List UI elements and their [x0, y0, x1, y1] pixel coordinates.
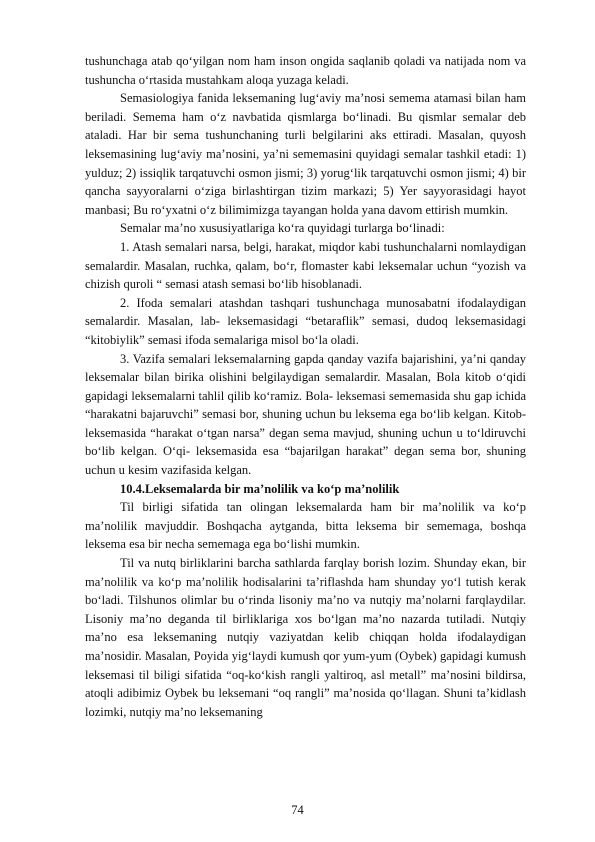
paragraph-7: Til birligi sifatida tan olingan leksemalarda ham bir ma’nolilik va ko‘p ma’nolilik mavjuddir. Boshqacha aytganda, bitta leksema bir sememaga, boshqa leksema esa bir necha sememaga ega bo‘lishi mumkin.	[85, 500, 526, 552]
paragraph-8: Til va nutq birliklarini barcha sathlarda farqlay borish lozim. Shunday ekan, bir ma’nolilik va ko‘p ma’nolilik hodisalarini ta’riflashda ham shunday yo‘l tutish kerak bo‘ladi. Tilshunos olimlar bu o‘rinda lisoniy ma’no va nutqiy ma’nolarni farqlaydilar. Lisoniy ma’no deganda til birliklariga xos bo‘lgan ma’no nazarda tutiladi. Nutqiy ma’no esa leksemaning nutqiy vaziyatdan kelib chiqqan holda ifodalaydigan ma’nosidir. Masalan, Poyida yig‘laydi kumush qor yum-yum (Oybek) gapidagi kumush leksemasi til biligi sifatida “oq-ko‘kish rangli yaltiroq, asl metall” ma’nosini bildirsa, atoqli adibimiz Oybek bu leksemani “oq rangli” ma’nosida qo‘llagan. Shuni ta’kidlash lozimki, nutqiy ma’no leksemaning	[85, 556, 526, 719]
page-number: 74	[291, 803, 304, 817]
paragraph-1: tushunchaga atab qo‘yilgan nom ham inson ongida saqlanib qoladi va natijada nom va tushuncha o‘rtasida mustahkam aloqa yuzaga keladi.	[85, 54, 526, 87]
paragraph-6: 3. Vazifa semalari leksemalarning gapda qanday vazifa bajarishini, ya’ni qanday leksemalar bilan birika olishini belgilaydigan semalardir. Masalan, Bola kitob o‘qidi gapidagi leksemalarni tahlil qilib ko‘ramiz. Bola- leksemasi sememasida shu gap ichida “harakatni bajaruvchi” semasi bor, shuning uchun bu leksema ega bo‘lib kelgan. Kitob- leksemasida “harakat o‘tgan narsa” degan sema mavjud, shuning uchun u to‘ldiruvchi bo‘lib kelgan. O‘qi- leksemasida esa “bajarilgan harakat” degan sema bor, shuning uchun u kesim vazifasida kelgan.	[85, 351, 526, 478]
paragraph-4: 1. Atash semalari narsa, belgi, harakat, miqdor kabi tushunchalarni nomlaydigan semalardir. Masalan, ruchka, qalam, bo‘r, flomaster kabi leksemalar uchun “yozish va chizish quroli “ semasi atash semasi bo‘lib hisoblanadi.	[85, 239, 526, 292]
document-page	[85, 52, 526, 721]
paragraph-5: 2. Ifoda semalari atashdan tashqari tushunchaga munosabatni ifodalaydigan semalardir. Masalan, lab- leksemasidagi “betaraflik” semasi, dudoq leksemasidagi “kitobiylik” semasi ifoda semalariga misol bo‘la oladi.	[85, 295, 526, 347]
section-heading: 10.4.Leksemalarda bir ma’nolilik va ko‘p ma’nolilik	[120, 481, 400, 496]
paragraph-3: Semalar ma’no xususiyatlariga ko‘ra quyidagi turlarga bo‘linadi:	[120, 221, 445, 236]
paragraph-2: Semasiologiya fanida leksemaning lug‘aviy ma’nosi semema atamasi bilan ham beriladi. Semema ham o‘z navbatida qismlarga bo‘linadi. Bu qismlar semalar deb ataladi. Har bir sema tushunchaning turli belgilarini aks ettiradi. Masalan, quyosh leksemasining lug‘aviy ma’nosini, ya’ni sememasini quyidagi semalar tashkil etadi: 1) yulduz; 2) issiqlik tarqatuvchi osmon jismi; 3) yorug‘lik tarqatuvchi osmon jismi; 4) bir qancha sayyoralarni o‘ziga birlashtirgan tizim markazi; 5) Yer sayyorasidagi hayot manbasi; Bu ro‘yxatni o‘z bilimimizga tayangan holda yana davom ettirish mumkin.	[85, 91, 526, 217]
